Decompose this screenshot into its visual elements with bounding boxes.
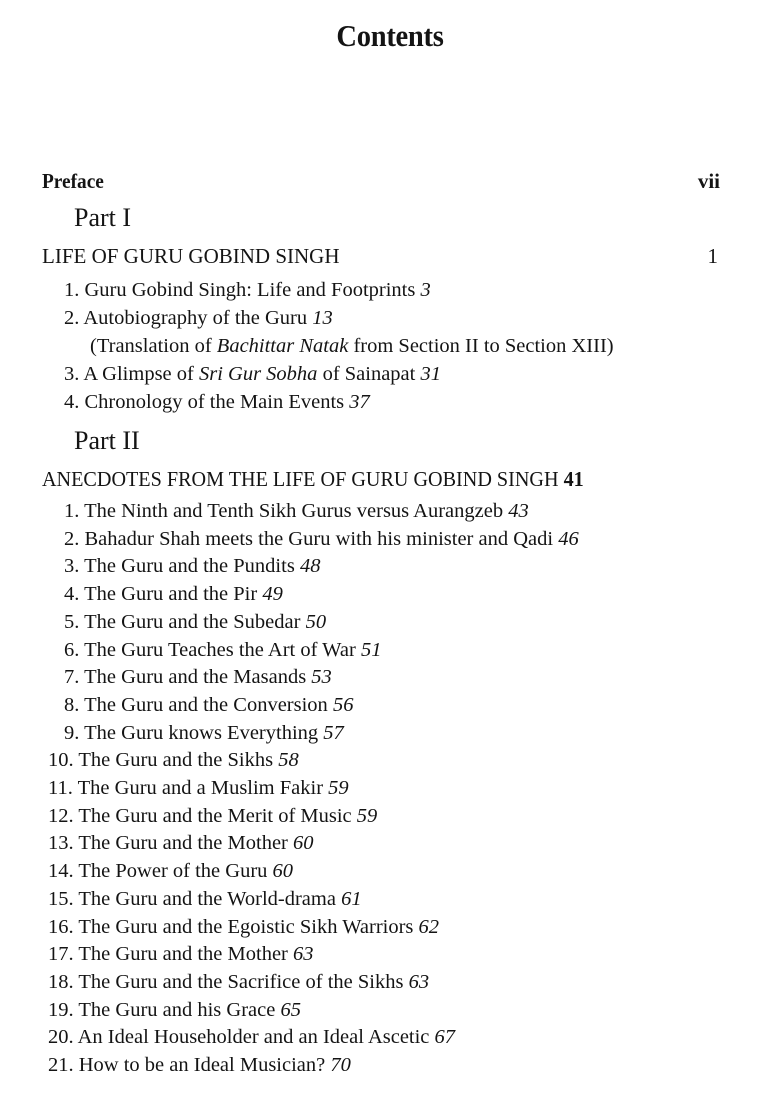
entry-number: 15.	[48, 887, 74, 910]
entry-title: The Guru and the Egoistic Sikh Warriors	[78, 915, 414, 938]
entry-number: 4.	[64, 583, 80, 606]
toc-entry	[48, 747, 299, 773]
entry-title: The Guru and the Sikhs	[78, 749, 274, 772]
entry-number: 8.	[64, 693, 80, 716]
toc-entry	[64, 498, 529, 524]
entry-number: 2.	[64, 527, 80, 550]
entry-page: 3	[420, 279, 431, 301]
entry-title: The Guru and his Grace	[78, 998, 276, 1021]
entry-page: 60	[272, 860, 294, 883]
entry-page: 62	[418, 915, 440, 938]
entry-title: The Guru and the Mother	[78, 832, 288, 855]
entry-number: 9.	[64, 721, 80, 744]
toc-entry	[48, 969, 429, 995]
entry-number: 18.	[48, 970, 74, 993]
entry-title: The Guru and the Sacrifice of the Sikhs	[78, 970, 404, 993]
entry-page: 43	[508, 500, 529, 522]
entry-title: How to be an Ideal Musician?	[78, 1054, 326, 1076]
entry-title: The Guru and the Pundits	[84, 555, 295, 578]
entry-title: Chronology of the Main Events	[84, 391, 345, 413]
entry-page: 65	[280, 998, 301, 1021]
entry-page: 61	[341, 887, 362, 910]
entry-number: 6.	[64, 638, 80, 661]
entry-title: The Guru and the Masands	[84, 666, 307, 689]
toc-entry	[64, 526, 579, 552]
toc-entry	[48, 1024, 455, 1050]
entry-title: The Guru and the Pir	[84, 583, 258, 606]
entry-page: 58	[278, 749, 299, 772]
part-2-section-title	[42, 466, 584, 492]
entry-number: 2.	[64, 307, 80, 329]
entry-page: 37	[349, 391, 370, 413]
entry-title: The Power of the Guru	[78, 860, 268, 883]
part-2-section-page: 41	[563, 467, 584, 491]
entry-number: 10.	[48, 749, 74, 772]
entry-number: 5.	[64, 610, 80, 633]
note-italic-title: Bachittar Natak	[216, 335, 349, 357]
entry-number: 19.	[48, 998, 74, 1021]
note-text: from Section II to Section XIII)	[353, 335, 614, 357]
toc-entry	[48, 886, 362, 912]
part-1-section-title: LIFE OF GURU GOBIND SINGH	[42, 244, 340, 268]
preface-page-number: vii	[697, 169, 720, 193]
entry-number: 20.	[48, 1026, 74, 1049]
entry-page: 60	[293, 832, 314, 855]
entry-italic-title: Sri Gur Sobha	[198, 363, 318, 385]
entry-number: 1.	[64, 279, 80, 301]
section-title-text: ANECDOTES FROM THE LIFE OF GURU GOBIND SINGH	[42, 467, 559, 491]
toc-entry	[48, 858, 293, 884]
toc-entry	[48, 830, 314, 856]
toc-entry	[48, 803, 377, 829]
toc-entry	[64, 361, 441, 387]
entry-title: The Guru knows Everything	[84, 721, 319, 744]
entry-page: 51	[360, 638, 382, 661]
entry-page: 46	[558, 527, 579, 550]
entry-title: The Ninth and Tenth Sikh Gurus versus Aurangzeb	[84, 500, 504, 522]
entry-title: Guru Gobind Singh: Life and Footprints	[84, 279, 416, 301]
entry-number: 7.	[64, 666, 80, 689]
entry-title: An Ideal Householder and an Ideal Ascetic	[77, 1026, 430, 1049]
entry-number: 12.	[48, 804, 74, 827]
toc-entry	[64, 553, 320, 579]
entry-title: Autobiography of the Guru	[83, 307, 308, 329]
entry-page: 31	[420, 363, 441, 385]
entry-number: 13.	[48, 832, 74, 855]
entry-number: 17.	[48, 943, 74, 966]
entry-page: 70	[330, 1054, 351, 1076]
entry-title: The Guru and the Merit of Music	[78, 804, 352, 827]
entry-number: 11.	[48, 777, 73, 799]
entry-number: 4.	[64, 391, 80, 413]
toc-entry	[64, 664, 332, 690]
toc-entry	[64, 277, 431, 303]
toc-entry	[64, 720, 344, 746]
toc-entry-note	[90, 333, 614, 359]
toc-entry	[64, 581, 283, 607]
toc-entry	[48, 941, 314, 967]
toc-entry	[48, 775, 349, 801]
entry-title: A Glimpse of	[83, 363, 194, 385]
entry-page: 48	[299, 555, 321, 578]
entry-number: 1.	[64, 500, 80, 522]
entry-number: 21.	[48, 1054, 74, 1076]
entry-page: 63	[408, 970, 430, 993]
toc-entry	[48, 997, 301, 1023]
entry-page: 53	[311, 666, 332, 689]
toc-entry	[64, 637, 381, 663]
entry-title: Bahadur Shah meets the Guru with his minister and Qadi	[84, 527, 554, 550]
toc-entry	[64, 305, 333, 331]
entry-page: 67	[434, 1026, 456, 1049]
toc-entry	[48, 914, 439, 940]
note-text: (Translation of	[90, 335, 212, 357]
entry-title: The Guru and a Muslim Fakir	[77, 777, 324, 799]
entry-number: 3.	[64, 363, 80, 385]
part-1-section-page: 1	[707, 244, 718, 268]
toc-entry	[64, 692, 353, 718]
entry-page: 63	[293, 943, 314, 966]
entry-page: 56	[332, 693, 354, 716]
entry-page: 49	[262, 583, 283, 606]
entry-page: 57	[323, 721, 344, 744]
preface-entry: Preface	[42, 169, 104, 193]
toc-entry	[48, 1052, 351, 1078]
entry-title: The Guru and the World-drama	[78, 887, 336, 910]
entry-title: The Guru and the Conversion	[84, 693, 328, 716]
entry-page: 59	[328, 777, 349, 799]
entry-number: 3.	[64, 555, 80, 578]
entry-page: 59	[356, 804, 378, 827]
page-title: Contents	[336, 18, 444, 53]
part-1-label: Part I	[74, 203, 132, 232]
entry-number: 14.	[48, 860, 74, 883]
entry-number: 16.	[48, 915, 74, 938]
toc-entry	[64, 609, 326, 635]
entry-title: The Guru and the Mother	[78, 943, 288, 966]
entry-page: 50	[305, 610, 327, 633]
part-2-label: Part II	[74, 426, 140, 455]
entry-title: of Sainapat	[322, 363, 416, 385]
toc-entry	[64, 389, 370, 415]
entry-page: 13	[312, 307, 333, 329]
entry-title: The Guru Teaches the Art of War	[84, 638, 356, 661]
entry-title: The Guru and the Subedar	[84, 610, 301, 633]
